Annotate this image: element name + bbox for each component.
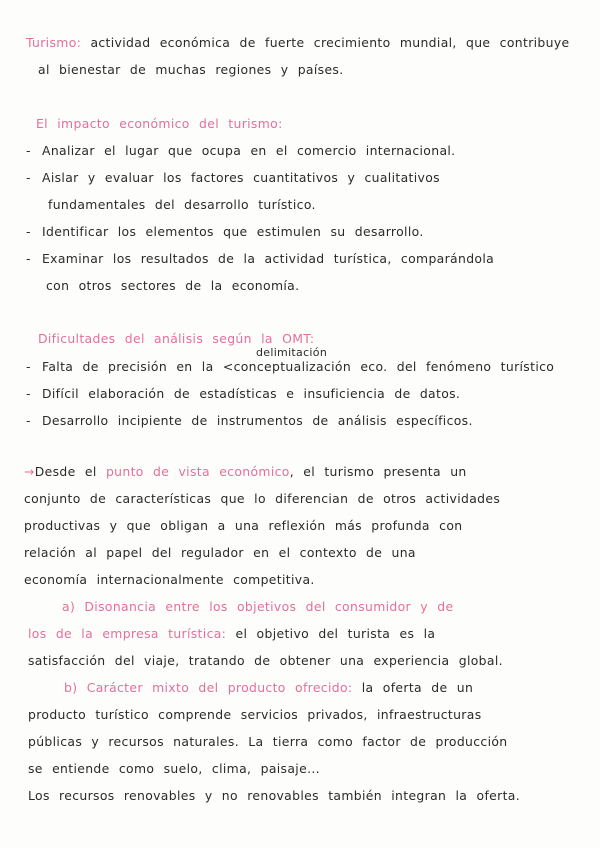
difficulties-heading: Dificultades del análisis según la OMT: [38,331,315,346]
point-a-line: satisfacción del viaje, tratando de obtener una experiencia global. [28,653,503,668]
point-a-line: los de la empresa turística: el objetivo del turista es la [28,626,436,641]
economic-line: productivas y que obligan a una reflexión más profunda con [24,518,463,533]
intro-line-2: al bienestar de muchas regiones y países. [38,62,344,77]
impact-item: - Examinar los resultados de la actividad turística, comparándola [26,251,495,266]
difficulties-item-1: - Falta de precisión en la <conceptualización eco. del fenómeno turístico [26,359,555,374]
arrow-icon: → [24,464,35,479]
point-b-heading: b) Carácter mixto del producto ofrecido: [64,680,353,695]
economic-line: conjunto de características que lo diferencian de otros actividades [24,491,501,506]
impact-item-cont: con otros sectores de la economía. [46,278,300,293]
bracket-arrow: < [222,359,234,374]
point-a-heading: a) Disonancia entre los objetivos del consumidor y de [62,599,454,614]
impact-heading: El impacto económico del turismo: [36,116,283,131]
point-b-line: se entiende como suelo, clima, paisaje... [28,761,320,776]
point-b-line: b) Carácter mixto del producto ofrecido: la oferta de un [64,680,474,695]
economic-line: economía internacionalmente competitiva. [24,572,315,587]
economic-highlight: punto de vista económico [105,464,290,479]
impact-item: - Identificar los elementos que estimulen su desarrollo. [26,224,424,239]
point-b-line: públicas y recursos naturales. La tierra como factor de producción [28,734,508,749]
difficulties-above-note: delimitación [256,346,328,359]
intro-line-1 [26,35,570,51]
economic-line-1: →Desde el punto de vista económico, el turismo presenta un [24,464,467,479]
intro-term: Turismo: [26,35,82,50]
difficulties-item-2: - Difícil elaboración de estadísticas e insuficiencia de datos. [26,386,461,401]
point-b-line: producto turístico comprende servicios privados, infraestructuras [28,707,482,722]
impact-item: - Analizar el lugar que ocupa en el comercio internacional. [26,143,456,158]
economic-line: relación al papel del regulador en el contexto de una [24,545,416,560]
point-b-line: Los recursos renovables y no renovables también integran la oferta. [28,788,521,803]
impact-item-cont: fundamentales del desarrollo turístico. [48,197,316,212]
impact-item: - Aislar y evaluar los factores cuantitativos y cualitativos [26,170,440,185]
intro-text-1: actividad económica de fuerte crecimiento mundial, que contribuye [90,35,570,50]
difficulties-item-3: - Desarrollo incipiente de instrumentos de análisis específicos. [26,413,473,428]
